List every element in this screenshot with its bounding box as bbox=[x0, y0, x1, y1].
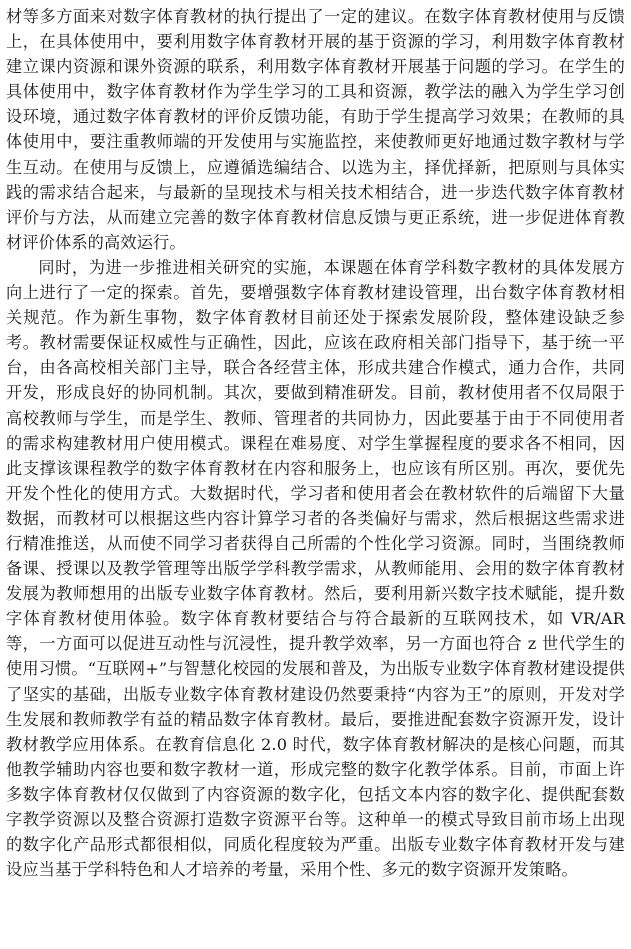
paragraph-continued: 材等多方面来对数字体育教材的执行提出了一定的建议。在数字体育教材使用与反馈上，在具体使用中，要利用数字体育教材开展的基于资源的学习，利用数字体育教材建立课内资源和课外资源的联系，利用数字体育教材开展基于问题的学习。在学生的具体使用中，数字体育教材作为学生学习的工具和资源，教学法的融入为学生学习创设环境，通过数字体育教材的评价反馈功能，有助于学生提高学习效果；在教师的具体使用中，要注重教师端的开发使用与实施监控，来使教师更好地通过数字教材与学生互动。在使用与反馈上，应遵循选编结合、以选为主，择优择新，把原则与具体实践的需求结合起来，与最新的呈现技术与相关技术相结合，进一步迭代数字体育教材评价与方法，从而建立完善的数字体育教材信息反馈与更正系统，进一步促进体育教材评价体系的高效运行。 bbox=[6, 7, 625, 252]
paragraph-development-directions: 同时，为进一步推进相关研究的实施，本课题在体育学科数字教材的具体发展方向上进行了一定的探索。首先，要增强数字体育教材建设管理，出台数字体育教材相关规范。作为新生事物，数字体育教材目前还处于探索发展阶段，整体建设缺乏参考。教材需要保证权威性与正确性，因此，应该在政府相关部门指导下，基于统一平台，由各高校相关部门主导，联合各经营主体，形成共建合作模式，通力合作，共同开发，形成良好的协同机制。其次，要做到精准研发。目前，教材使用者不仅局限于高校教师与学生，而是学生、教师、管理者的共同协力，因此要基于由于不同使用者的需求构建教材用户使用模式。课程在难易度、对学生掌握程度的要求各不相同，因此支撑该课程教学的数字体育教材在内容和服务上，也应该有所区别。再次，要优先开发个性化的使用方式。大数据时代，学习者和使用者会在教材软件的后端留下大量数据，而教材可以根据这些内容计算学习者的各类偏好与需求，然后根据这些需求进行精准推送，从而使不同学习者获得自己所需的个性化学习资源。同时，当围绕教师备课、授课以及教学管理等出版学学科教学需求，从教师能用、会用的数字体育教材发展为教师想用的出版专业数字体育教材。然后，要利用新兴数字技术赋能，提升数字体育教材使用体验。数字体育教材要结合与符合最新的互联网技术，如 VR/AR 等，一方面可以促进互动性与沉浸性，提升教学效率，另一方面也符合 z 世代学生的使用习惯。“互联网+”与智慧化校园的发展和普及，为出版专业数字体育教材建设提供了坚实的基础，出版专业数字体育教材建设仍然要秉持“内容为王”的原则，开发对学生发展和教师教学有益的精品数字体育教材。最后，要推进配套数字资源开发，设计教材教学应用体系。在教育信息化 2.0 时代，数字体育教材解决的是核心问题，而其他教学辅助内容也要和数字教材一道，形成完整的数字化教学体系。目前，市面上许多数字体育教材仅仅做到了内容资源的数字化，包括文本内容的数字化、提供配套数字教学资源以及整合资源打造数字资源平台等。这种单一的模式导致目前市场上出现的数字化产品形式都很相似，同质化程度较为严重。出版专业数字体育教材开发与建设应当基于学科特色和人才培养的考量，采用个性、多元的数字资源开发策略。 bbox=[6, 257, 625, 880]
document-page bbox=[6, 4, 625, 882]
